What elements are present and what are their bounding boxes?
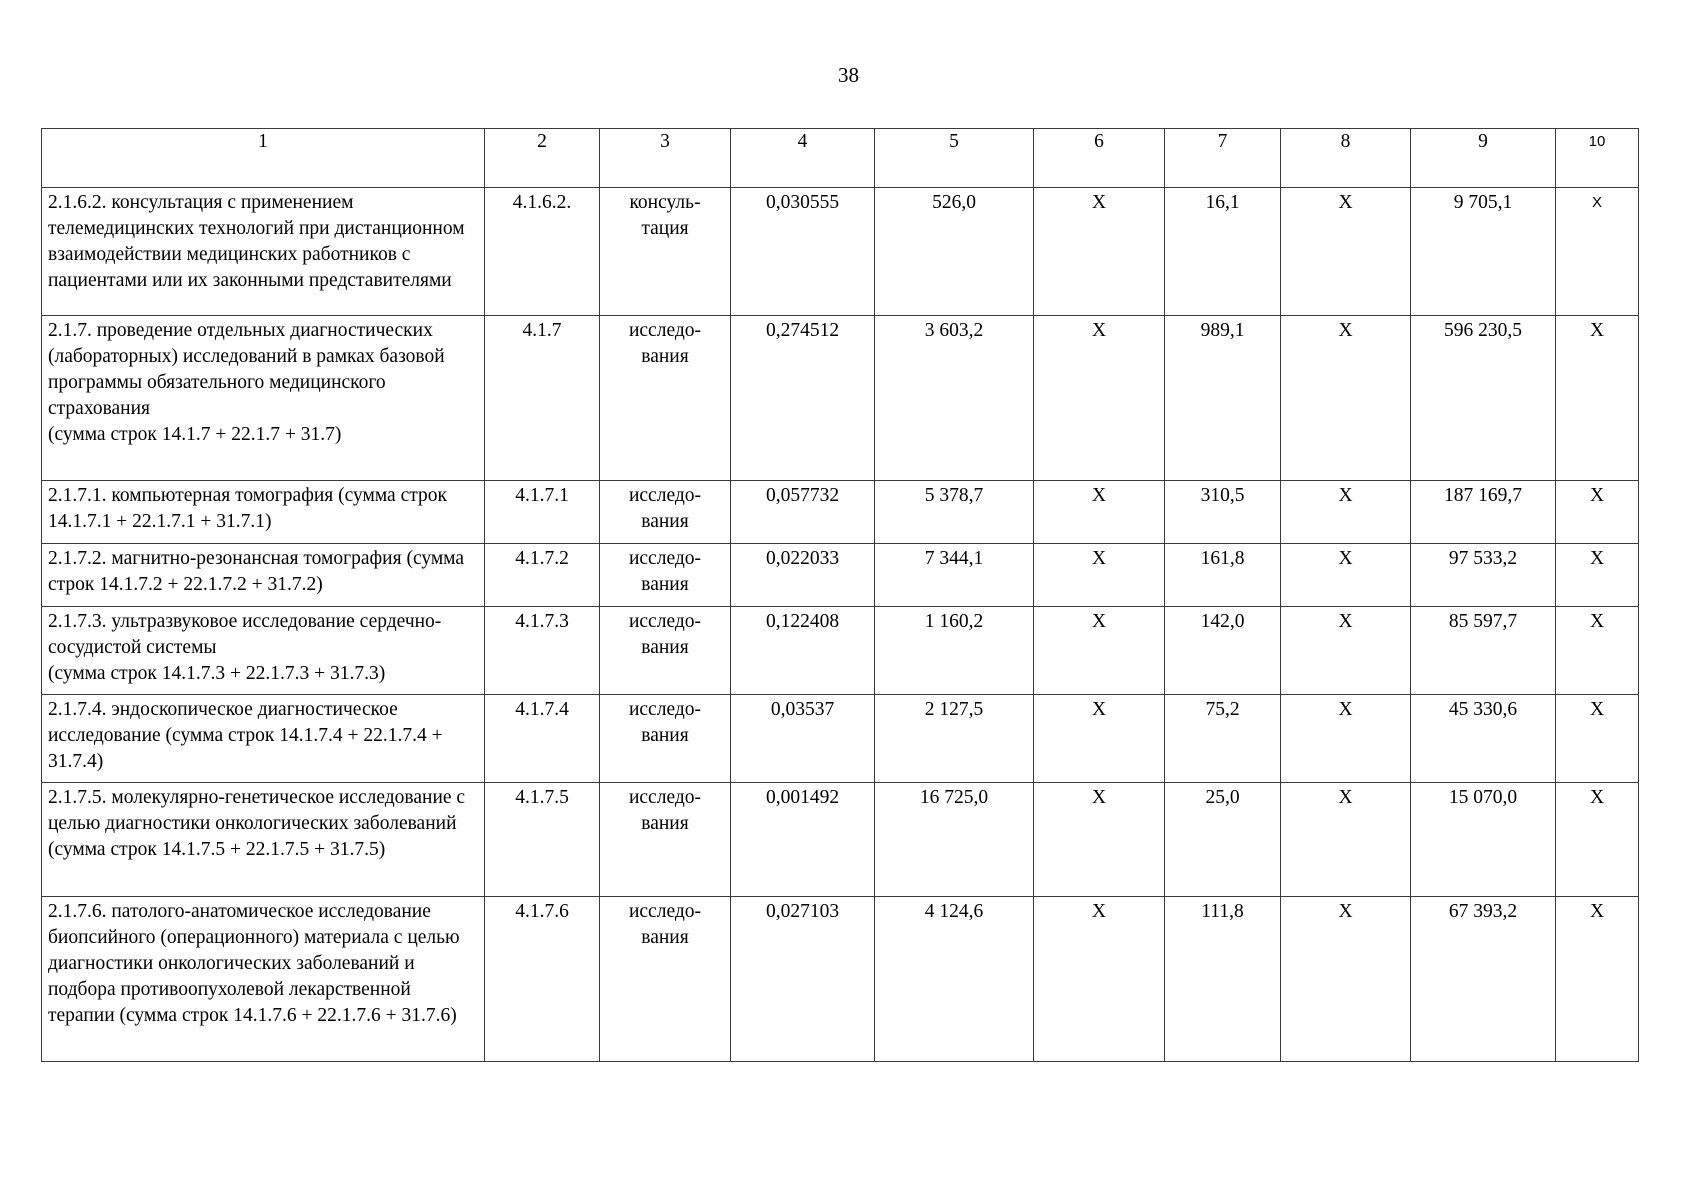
table-cell: X [1281,481,1411,544]
row-code-cell: 4.1.7.3 [485,607,600,695]
table-cell: 9 705,1 [1411,188,1556,316]
table-cell: X [1281,316,1411,481]
table-cell: X [1556,607,1639,695]
table-cell: 0,001492 [731,783,875,897]
table-cell: 0,027103 [731,897,875,1062]
table-cell: 142,0 [1165,607,1281,695]
row-unit-cell: консуль- тация [600,188,731,316]
table-row [42,481,1639,544]
row-name: 2.1.7.5. молекулярно-генетическое исследование с целью диагностики онкологических заболеваний (сумма строк 14.1.7.5 + 22.1.7.5 + 31.7.5) [48,787,466,860]
table-cell: 15 070,0 [1411,783,1556,897]
table-cell: X [1556,481,1639,544]
table-cell: 0,274512 [731,316,875,481]
table-row [42,897,1639,1062]
table-cell: X [1034,544,1165,607]
table-cell: 161,8 [1165,544,1281,607]
table-cell: X [1034,783,1165,897]
table-cell: X [1556,188,1639,316]
row-name-cell [42,544,485,607]
column-header: 8 [1281,129,1411,188]
column-header: 10 [1556,129,1639,188]
table-cell: 0,022033 [731,544,875,607]
table-cell: 596 230,5 [1411,316,1556,481]
table-cell: X [1034,188,1165,316]
table-cell: 45 330,6 [1411,695,1556,783]
row-name: 2.1.7.2. магнитно-резонансная томография (сумма строк 14.1.7.2 + 22.1.7.2 + 31.7.2) [48,548,465,595]
table-cell: 16 725,0 [875,783,1034,897]
row-name-cell [42,188,485,316]
column-header: 6 [1034,129,1165,188]
table-row [42,188,1639,316]
table-cell: 97 533,2 [1411,544,1556,607]
row-name-cell [42,783,485,897]
table-cell: 187 169,7 [1411,481,1556,544]
row-unit-cell: исследо- вания [600,544,731,607]
table-cell: 0,030555 [731,188,875,316]
row-code-cell: 4.1.7.4 [485,695,600,783]
table-cell: 111,8 [1165,897,1281,1062]
row-name-cell [42,316,485,481]
table-cell: X [1281,897,1411,1062]
row-name-cell [42,695,485,783]
row-name-cell [42,481,485,544]
row-unit-cell: исследо- вания [600,607,731,695]
row-unit-cell: исследо- вания [600,316,731,481]
data-table [41,128,1639,1062]
row-name: 2.1.7.1. компьютерная томография (сумма строк 14.1.7.1 + 22.1.7.1 + 31.7.1) [48,485,447,532]
row-unit-cell: исследо- вания [600,481,731,544]
column-header: 1 [42,129,485,188]
column-header: 4 [731,129,875,188]
page-number: 38 [838,63,859,87]
table-cell: X [1281,544,1411,607]
table-cell: X [1556,316,1639,481]
table-cell: X [1281,188,1411,316]
row-name-cell [42,897,485,1062]
table-cell: 75,2 [1165,695,1281,783]
table-cell: X [1556,897,1639,1062]
row-name-cell [42,607,485,695]
table-cell: X [1281,695,1411,783]
table-cell: 3 603,2 [875,316,1034,481]
table-cell: X [1034,607,1165,695]
row-code-cell: 4.1.7.5 [485,783,600,897]
column-header: 3 [600,129,731,188]
table-row [42,695,1639,783]
table-cell: 2 127,5 [875,695,1034,783]
table-cell: X [1556,695,1639,783]
table-cell: 7 344,1 [875,544,1034,607]
table-cell: X [1034,897,1165,1062]
row-unit-cell: исследо- вания [600,897,731,1062]
table-cell: 16,1 [1165,188,1281,316]
table-cell: X [1281,607,1411,695]
column-header: 7 [1165,129,1281,188]
table-cell: 0,057732 [731,481,875,544]
table-row [42,544,1639,607]
row-name: 2.1.7. проведение отдельных диагностических (лабораторных) исследований в рамках базовой программы обязательного медицинского страхования (сумма строк 14.1.7 + 22.1.7 + 31.7) [48,320,445,445]
table-cell: 310,5 [1165,481,1281,544]
table-cell: X [1034,316,1165,481]
table-cell: 989,1 [1165,316,1281,481]
table-cell: X [1034,481,1165,544]
table-cell: 0,03537 [731,695,875,783]
table-cell: 4 124,6 [875,897,1034,1062]
table-row [42,316,1639,481]
row-name: 2.1.7.4. эндоскопическое диагностическое исследование (сумма строк 14.1.7.4 + 22.1.7.4 + 31.7.4) [48,699,443,772]
table-cell: 85 597,7 [1411,607,1556,695]
table-row [42,783,1639,897]
table-cell: 526,0 [875,188,1034,316]
row-name: 2.1.6.2. консультация с применением телемедицинских технологий при дистанционном взаимодействии медицинских работников с пациентами или их законными представителями [48,192,465,291]
row-name: 2.1.7.3. ультразвуковое исследование сердечно-сосудистой системы (сумма строк 14.1.7.3 + 22.1.7.3 + 31.7.3) [48,611,442,684]
table-cell: 0,122408 [731,607,875,695]
table-cell: X [1281,783,1411,897]
table-cell: X [1034,695,1165,783]
row-unit-cell: исследо- вания [600,783,731,897]
row-name: 2.1.7.6. патолого-анатомическое исследование биопсийного (операционного) материала с целью диагностики онкологических заболеваний и подбора противоопухолевой лекарственной терапии (сумма строк 14.1.7.6 + 22.1.7.6 + 31.7.6) [48,901,460,1026]
column-header: 2 [485,129,600,188]
column-header: 9 [1411,129,1556,188]
row-code-cell: 4.1.7 [485,316,600,481]
row-code-cell: 4.1.7.1 [485,481,600,544]
column-header: 5 [875,129,1034,188]
row-code-cell: 4.1.6.2. [485,188,600,316]
row-code-cell: 4.1.7.2 [485,544,600,607]
table-cell: 5 378,7 [875,481,1034,544]
table-cell: 1 160,2 [875,607,1034,695]
row-unit-cell: исследо- вания [600,695,731,783]
table-cell: 25,0 [1165,783,1281,897]
table-cell: X [1556,544,1639,607]
table-cell: 67 393,2 [1411,897,1556,1062]
table-row [42,607,1639,695]
table-cell: X [1556,783,1639,897]
table-header-row [42,129,1639,188]
row-code-cell: 4.1.7.6 [485,897,600,1062]
